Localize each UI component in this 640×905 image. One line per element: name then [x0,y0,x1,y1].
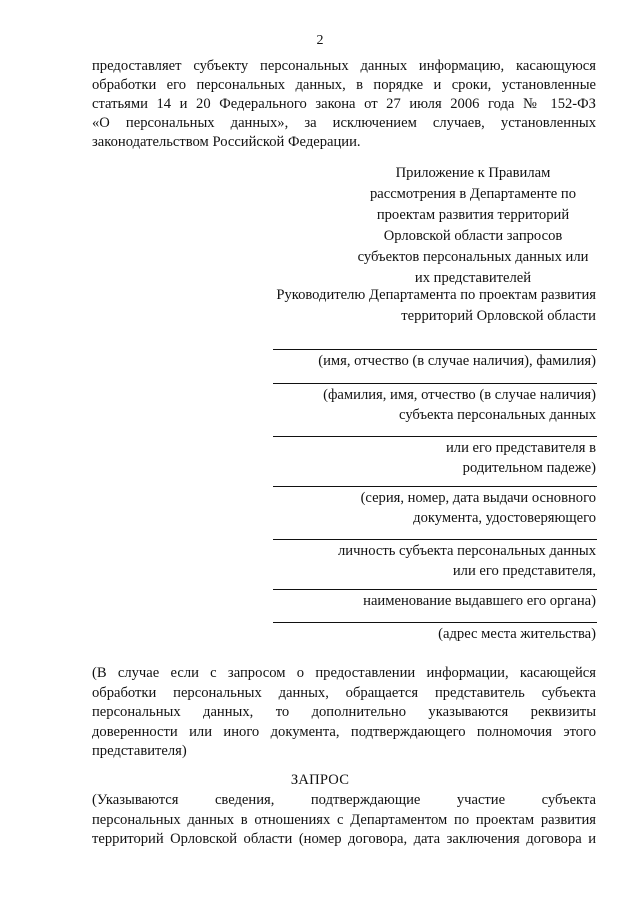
appendix-line: субъектов персональных данных или [357,249,589,265]
appendix-heading [340,163,606,289]
appendix-line: Орловской области запросов [383,228,563,244]
caption-line: или его представителя, [452,563,596,579]
note-line: обработки персональных данных, обращается представитель субъекта [92,684,596,701]
form-field-line [273,383,597,384]
form-field-line [273,539,597,540]
note-line: доверенности или иного документа, подтверждающего полномочия этого [92,723,596,740]
intro-line: статьями 14 и 20 Федерального закона от 27 июля 2006 года № 152-ФЗ [92,96,596,112]
form-field-line [273,589,597,590]
form-field-line [273,349,597,350]
form-field-caption [318,351,596,371]
caption-line: или его представителя в [445,440,596,456]
form-field-caption [446,438,596,478]
caption-line: личность субъекта персональных данных [337,543,596,559]
representative-note [92,664,596,762]
caption-line: (имя, отчество (в случае наличия), фамилия) [318,353,596,369]
page-number: 2 [316,33,324,48]
note-line: представителя) [92,743,187,759]
recipient-line: Руководителю Департамента по проектам развития [276,287,596,303]
request-line: (Указываются сведения, подтверждающие участие субъекта [92,792,596,808]
form-field-caption [361,488,596,528]
appendix-line: их представителей [414,270,532,286]
request-title: ЗАПРОС [290,772,350,788]
request-line: территорий Орловской области (номер договора, дата заключения договора и [92,831,596,847]
note-line: (В случае если с запросом о предоставлении информации, касающейся [92,665,596,681]
appendix-line: проектам развития территорий [376,207,570,223]
caption-line: наименование выдавшего его органа) [363,593,596,609]
form-field-line [273,486,597,487]
caption-line: субъекта персональных данных [399,407,596,423]
intro-paragraph [92,57,596,152]
note-line: персональных данных, то дополнительно указываются реквизиты [92,704,596,720]
recipient-line: территорий Орловской области [401,308,596,324]
caption-line: документа, удостоверяющего [413,510,596,526]
form-field-line [273,436,597,437]
form-field-caption [338,541,596,581]
form-field-line [273,622,597,623]
recipient-block [276,285,596,327]
caption-line: (фамилия, имя, отчество (в случае наличия) [323,387,596,403]
appendix-line: рассмотрения в Департаменте по [369,186,577,202]
intro-line: обработки его персональных данных, в порядке и сроки, установленные [92,77,596,93]
intro-line: «О персональных данных», за исключением случаев, установленных [92,115,596,131]
intro-line: предоставляет субъекту персональных данных информацию, касающуюся [92,58,596,74]
form-field-caption [363,591,596,611]
appendix-line: Приложение к Правилам [395,165,551,181]
request-line: персональных данных в отношениях с Департаментом по проектам развития [92,811,596,828]
caption-line: (серия, номер, дата выдачи основного [360,490,596,506]
caption-line: родительном падеже) [462,460,596,476]
intro-line: законодательством Российской Федерации. [92,134,361,150]
request-body [92,791,596,850]
caption-line: (адрес места жительства) [438,626,596,642]
form-field-caption [323,385,596,425]
form-field-caption [438,624,596,644]
